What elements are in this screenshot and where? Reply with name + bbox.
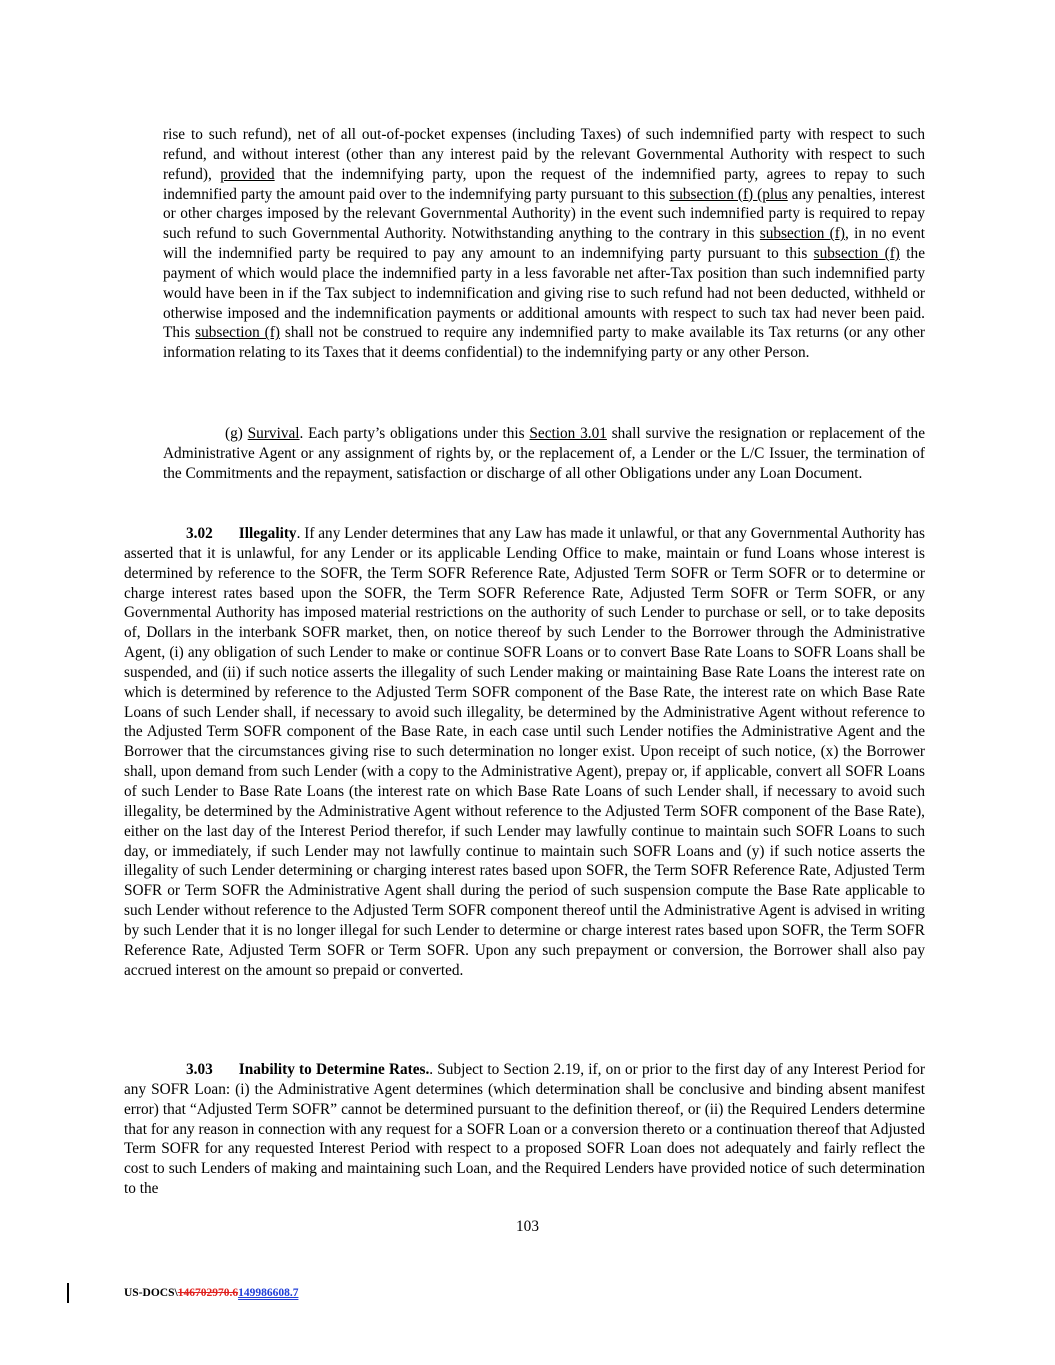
deleted-doc-id: 146702970.6: [177, 1287, 239, 1299]
text-run: that the indemnifying party, upon the request of the indemnified party, agrees to repay to such indemnified party the amount paid over to the indemnifying party pursuant to this: [163, 165, 925, 203]
provided-term: provided: [220, 165, 275, 183]
cross-reference: Section 3.01: [529, 425, 607, 442]
section-title: Inability to Determine Rates.: [238, 1061, 430, 1078]
page-number: 103: [516, 1218, 539, 1235]
subsection-label: (g): [225, 425, 243, 442]
section-title: Illegality: [238, 525, 297, 542]
text-run: the payment of which would place the indemnified party in a less favorable net after-Tax position than such indemnified party would have been in if the Tax subject to indemnification and giving rise to such refund had not been deducted, withheld or otherwise imposed and the indemnification payments or additional amounts with respect to such tax had never been paid. This: [163, 245, 925, 342]
change-bar: [67, 1283, 69, 1303]
text-run: shall not be construed to require any indemnified party to make available its Tax returns (or any other information relating to its Taxes that it deems confidential) to the indemnifying party or any other Person.: [163, 324, 925, 362]
document-id-footer: [124, 1287, 298, 1299]
section-3-02-illegality: [124, 524, 925, 980]
inserted-doc-id: 149986608.7: [238, 1287, 299, 1299]
subsection-f-continuation: [163, 125, 925, 363]
cross-reference: subsection (f): [195, 324, 280, 342]
subsection-title: Survival: [247, 425, 300, 442]
cross-reference: subsection (f): [759, 225, 845, 243]
section-number: 3.02: [186, 525, 213, 542]
cross-reference: subsection (f) (plus: [669, 185, 788, 203]
text-run: shall survive the resignation or replacement of the Administrative Agent or any assignment of rights by, or the replacement of, a Lender or the L/C Issuer, the termination of the Commitments and the repayment, satisfaction or discharge of all other Obligations under any Loan Document.: [163, 425, 925, 482]
text-run: . Each party’s obligations under this: [299, 425, 530, 442]
section-number: 3.03: [186, 1061, 213, 1078]
section-body: . If any Lender determines that any Law has made it unlawful, or that any Governmental Authority has asserted that it is unlawful, for any Lender or its applicable Lending Office to make, maintain or fund Loans whose interest is determined by reference to the SOFR, the Term SOFR Reference Rate, Adjusted Term SOFR or Term SOFR or to determine or charge interest rates based upon the SOFR, the Term SOFR Reference Rate, Adjusted Term SOFR or Term SOFR, or any Governmental Authority has imposed material restrictions on the authority of such Lender to purchase or sell, or to take deposits of, Dollars in the interbank SOFR market, then, on notice thereof by such Lender to the Borrower through the Administrative Agent, (i) any obligation of such Lender to make or continue SOFR Loans or to convert Base Rate Loans to SOFR Loans shall be suspended, and (ii) if such notice asserts the illegality of such Lender making or maintaining Base Rate Loans the interest rate on which is determined by reference to the Adjusted Term SOFR component of the Base Rate, the interest rate on which Base Rate Loans of such Lender shall, if necessary to avoid such illegality, be determined by the Administrative Agent without reference to the Adjusted Term SOFR component of the Base Rate, in each case until such Lender notifies the Administrative Agent and the Borrower that the circumstances giving rise to such determination no longer exist. Upon receipt of such notice, (x) the Borrower shall, upon demand from such Lender (with a copy to the Administrative Agent), prepay or, if applicable, convert all SOFR Loans of such Lender to Base Rate Loans (the interest rate on which Base Rate Loans of such Lender shall, if necessary to avoid such illegality, be determined by the Administrative Agent without reference to the Adjusted Term SOFR component of the Base Rate), either on the last day of the Interest Period therefor, if such Lender may lawfully continue to maintain such SOFR Loans to such day, or immediately, if such Lender may not lawfully continue to maintain such SOFR Loans and (y) if such notice asserts the illegality of such Lender determining or charging interest rates based upon SOFR, the Term SOFR Reference Rate, Adjusted Term SOFR or Term SOFR the Administrative Agent shall during the period of such suspension compute the Base Rate applicable to such Lender without reference to the Adjusted Term SOFR component thereof until the Administrative Agent is advised in writing by such Lender that it is no longer illegal for such Lender to determine or charge interest rates based upon SOFR, the Term SOFR Reference Rate, Adjusted Term SOFR or Term SOFR. Upon any such prepayment or conversion, the Borrower shall also pay accrued interest on the amount so prepaid or converted.: [124, 525, 925, 979]
text-run: , in no event will the indemnified party be required to pay any amount to an indemnifying party pursuant to this: [163, 225, 926, 263]
subsection-g-survival: [163, 424, 925, 484]
section-body: . Subject to Section 2.19, if, on or prior to the first day of any Interest Period for any SOFR Loan: (i) the Administrative Agent determines (which determination shall be conclusive and binding absent manifest error) that “Adjusted Term SOFR” cannot be determined pursuant to the definition thereof, or (ii) the Required Lenders determine that for any reason in connection with any request for a SOFR Loan or a conversion thereto or a continuation thereof that Adjusted Term SOFR for any requested Interest Period with respect to a proposed SOFR Loan does not adequately and fairly reflect the cost to such Lenders of making and maintaining such Loan, and the Required Lenders have provided notice of such determination to the: [124, 1061, 925, 1198]
footer-prefix: US-DOCS\: [124, 1287, 178, 1299]
cross-reference: subsection (f): [813, 245, 900, 263]
section-3-03-inability: [124, 1060, 925, 1199]
text-run: any penalties, interest or other charges imposed by the relevant Governmental Authority) in the event such indemnified party is required to repay such refund to such Governmental Authority. Notwithstanding anything to the contrary in this: [163, 185, 925, 243]
text-run: rise to such refund), net of all out-of-pocket expenses (including Taxes) of such indemnified party with respect to such refund, and without interest (other than any interest paid by the relevant Governmental Authority with respect to such refund),: [163, 126, 925, 183]
